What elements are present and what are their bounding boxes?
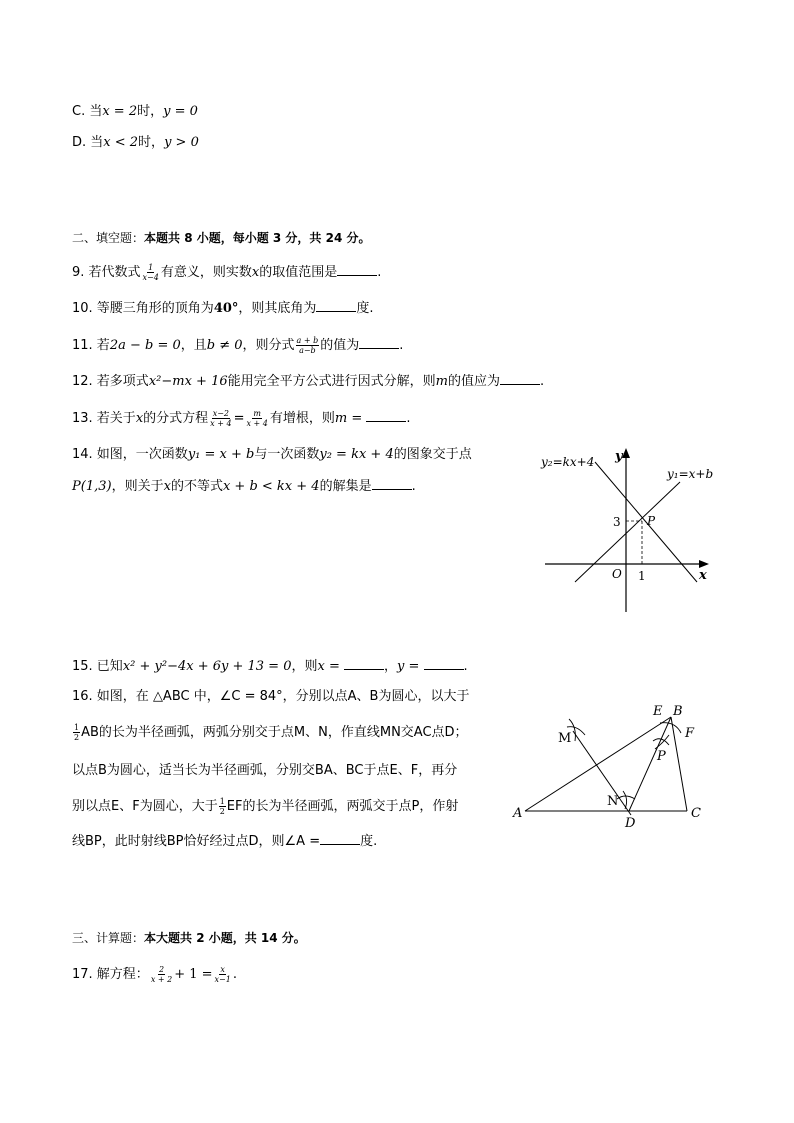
label-n: N bbox=[607, 794, 619, 809]
question-15: 15. 已知x² + y²−4x + 6y + 13 = 0，则x = ，y = . bbox=[72, 659, 468, 674]
question-10: 10. 等腰三角形的顶角为40°，则其底角为 度. bbox=[72, 301, 374, 316]
question-16-line-4: 别以点E、F为圆心，大于 $\frac{1}{2}$ EF的长为半径画弧，两弧交于点P，作射 bbox=[72, 797, 459, 816]
question-14-line-1: 14. 如图，一次函数y₁ = x + b与一次函数y₂ = kx + 4的图象交于点 bbox=[72, 447, 472, 462]
label-a: A bbox=[513, 806, 523, 821]
line-mn bbox=[573, 731, 631, 815]
x-axis-arrow bbox=[699, 560, 709, 568]
label-f: F bbox=[685, 726, 695, 741]
question-16-line-5: 线BP，此时射线BP恰好经过点D，则∠A = 度. bbox=[72, 834, 378, 849]
label-axis-y: y bbox=[615, 449, 623, 464]
label-y2: y₂=kx+4 bbox=[541, 455, 595, 469]
section-3-heading: 三、计算题：本大题共 2 小题，共 14 分。 bbox=[72, 931, 306, 945]
arc-ef bbox=[660, 723, 681, 733]
label-p: P bbox=[657, 749, 666, 764]
option-c: C. 当x = 2时，y = 0 bbox=[72, 104, 198, 119]
question-17: 17. 解方程： $\frac{2}{x + 2}$ + 1 = $\frac{x}{x-1}$ . bbox=[72, 965, 237, 984]
figure-16-triangle bbox=[505, 695, 720, 835]
answer-blank-y[interactable] bbox=[424, 657, 464, 670]
label-e: E bbox=[653, 704, 663, 719]
question-16-line-3: 以点B为圆心，适当长为半径画弧，分别交BA、BC于点E、F，再分 bbox=[72, 763, 458, 778]
label-tick-x: 1 bbox=[638, 569, 646, 583]
answer-blank[interactable] bbox=[316, 299, 356, 312]
y-axis-arrow bbox=[622, 448, 630, 458]
answer-blank[interactable] bbox=[366, 409, 406, 422]
question-13: 13. 若关于x的分式方程 $\frac{x-2}{x + 4}$ = $\frac{m}{x + 4}$ 有增根，则m = . bbox=[72, 409, 411, 428]
label-m: M bbox=[558, 731, 572, 746]
section-2-heading: 二、填空题：本题共 8 小题，每小题 3 分，共 24 分。 bbox=[72, 231, 371, 245]
label-point-p: P bbox=[647, 514, 656, 528]
answer-blank[interactable] bbox=[359, 336, 399, 349]
question-12: 12. 若多项式x²−mx + 16能用完全平方公式进行因式分解，则m的值应为 . bbox=[72, 374, 545, 389]
question-16-line-1: 16. 如图，在 △ABC 中，∠C = 84°，分别以点A、B为圆心，以大于 bbox=[72, 689, 470, 704]
label-c: C bbox=[691, 806, 701, 821]
label-y1: y₁=x+b bbox=[667, 467, 714, 481]
label-axis-x: x bbox=[699, 568, 707, 583]
answer-blank[interactable] bbox=[320, 832, 360, 845]
option-d: D. 当x < 2时，y > 0 bbox=[72, 135, 199, 150]
label-d: D bbox=[625, 816, 636, 831]
answer-blank-x[interactable] bbox=[344, 657, 384, 670]
question-9: 9. 若代数式 $\frac{1}{x-4}$ 有意义，则实数x的取值范围是 . bbox=[72, 263, 382, 282]
label-tick-y: 3 bbox=[613, 515, 621, 529]
question-11: 11. 若2a − b = 0，且b ≠ 0，则分式 $\frac{a + b}{a-b}$ 的值为 . bbox=[72, 336, 404, 355]
answer-blank[interactable] bbox=[372, 477, 412, 490]
label-b: B bbox=[673, 704, 683, 719]
side-ab bbox=[525, 717, 671, 811]
figure-14-graph bbox=[535, 440, 725, 620]
line-y1 bbox=[575, 482, 680, 582]
label-origin: O bbox=[612, 567, 622, 581]
answer-blank[interactable] bbox=[337, 263, 377, 276]
answer-blank[interactable] bbox=[500, 372, 540, 385]
question-14-line-2: P(1,3)，则关于x的不等式x + b < kx + 4的解集是 . bbox=[72, 479, 416, 494]
question-16-line-2: $\frac{1}{2}$ AB的长为半径画弧，两弧分别交于点M、N，作直线MN交AC点D； bbox=[74, 723, 468, 742]
